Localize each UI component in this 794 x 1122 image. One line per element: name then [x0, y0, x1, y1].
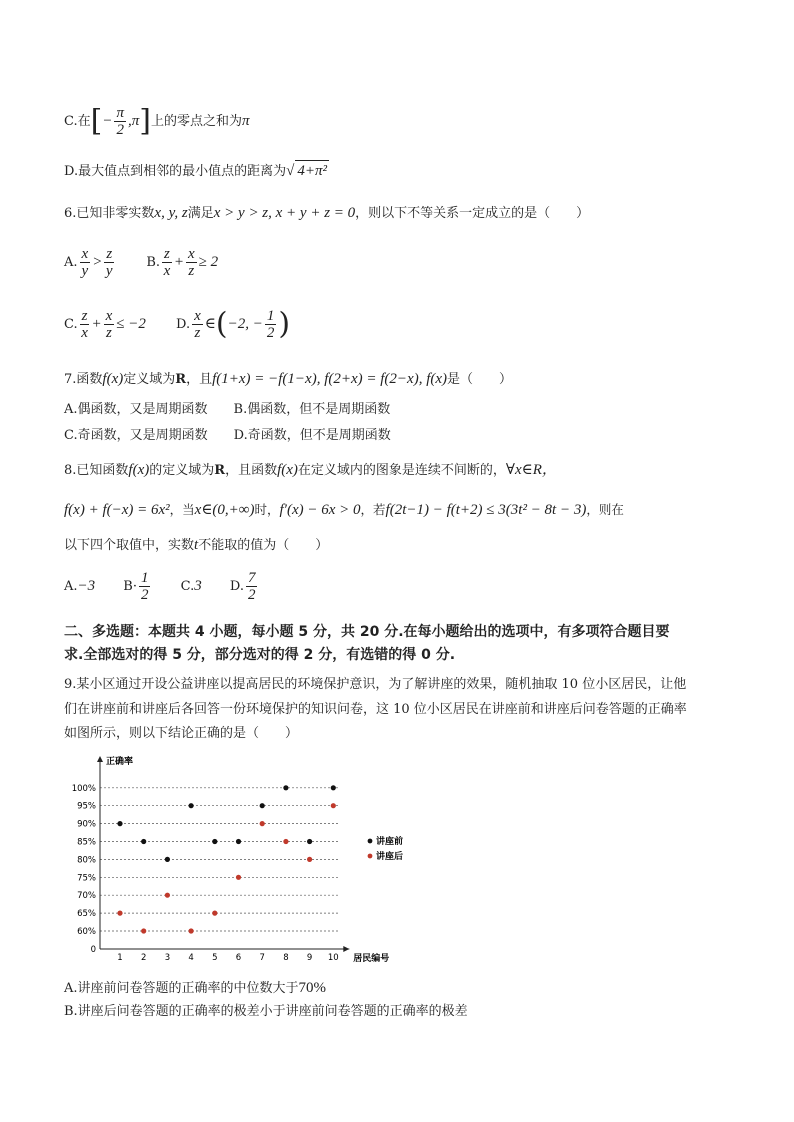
before-point [236, 839, 241, 844]
q9-option-b: B.讲座后问卷答题的正确率的极差小于讲座前问卷答题的正确率的极差 [64, 1004, 468, 1019]
after-point [283, 839, 288, 844]
chart-axes [72, 755, 390, 964]
q9-line3: 如图所示，则以下结论正确的是（ ） [64, 726, 299, 741]
q8-line1: 8.已知函数f(x)的定义域为R，且函数f(x)在定义域内的图象是连续不间断的，∀x∈R， [64, 462, 557, 478]
right-bracket: ] [139, 103, 151, 139]
frac-num: π [116, 105, 124, 121]
interval-tail: ,π [127, 113, 140, 129]
before-point [212, 839, 217, 844]
q7-option-d: D.奇函数，但不是周期函数 [233, 428, 391, 443]
after-point [260, 821, 265, 826]
frac-den: 2 [116, 122, 124, 138]
q5-optc-suffix: 上的零点之和为 [150, 114, 242, 129]
x-tick-label: 10 [327, 953, 339, 963]
legend-label: 讲座前 [376, 837, 404, 847]
sqrt-expression: 4+π² [295, 160, 329, 181]
q7-stem: 7.函数f(x)定义域为R，且f(1+x) = −f(1−x), f(2+x) = f(2−x), f(x)是（ ） [64, 371, 513, 387]
q8-line2: f(x) + f(−x) = 6x²，当x∈(0,+∞)时，f′(x) − 6x > 0，若f(2t−1) − f(t+2) ≤ 3(3t² − 8t − 3)，则在 [64, 502, 624, 518]
q6-condition: x > y > z, x + y + z = 0 [213, 205, 356, 221]
q6-option-c: C. $\frac{z}{x}$ + $\frac{x}{z}$ ≤ −2 [64, 308, 146, 341]
q6-stem-text: 6.已知非零实数 [64, 206, 155, 221]
q9-option-a: A.讲座前问卷答题的正确率的中位数大于70% [64, 980, 327, 996]
legend-marker [368, 839, 373, 844]
y-axis-arrow [97, 756, 103, 762]
y-tick-label: 0 [90, 945, 96, 955]
x-axis-arrow [343, 946, 349, 952]
chart-points [117, 785, 336, 933]
before-point [141, 839, 146, 844]
q5-option-d: D.最大值点到相邻的最小值点的距离为√ 4+π² [64, 160, 329, 182]
q8-option-a: A.−3 [64, 578, 96, 594]
before-point [331, 785, 336, 790]
after-point [165, 893, 170, 898]
q8-option-b: B· $\frac{1}{2}$ [123, 570, 149, 603]
x-tick-label: 4 [188, 953, 194, 963]
q7-options-ab [64, 400, 390, 420]
q6-options-ab [64, 246, 218, 279]
after-point [141, 928, 146, 933]
y-tick-label: 100% [71, 783, 96, 794]
q6-tail: ，则以下不等关系一定成立的是（ ） [355, 206, 590, 221]
x-tick-label: 7 [259, 953, 265, 963]
before-point [165, 857, 170, 862]
chart-legend [368, 835, 403, 862]
q6-options-cd [64, 308, 290, 341]
accuracy-scatter-chart [60, 750, 420, 970]
after-point [117, 911, 122, 916]
section2-line1: 二、多选题：本题共 4 小题，每小题 5 分，共 20 分.在每小题给出的选项中，有多项符合题目要 [64, 624, 670, 640]
legend-label: 讲座后 [376, 852, 404, 862]
x-tick-label: 8 [283, 953, 289, 963]
legend-marker [368, 854, 373, 859]
q5-optc-value: π [241, 113, 250, 129]
x-tick-label: 6 [235, 953, 242, 963]
before-point [260, 803, 265, 808]
after-point [236, 875, 241, 880]
q6-option-d: D. $\frac{x}{z}$ ∈(−2, − $\frac{1}{2}$ ) [176, 306, 291, 342]
left-bracket: [ [90, 103, 103, 139]
section2-line2: 求.全部选对的得 5 分，部分选对的得 2 分，有选错的得 0 分. [64, 647, 456, 663]
x-tick-label: 5 [212, 953, 218, 963]
y-tick-label: 65% [77, 909, 96, 920]
x-tick-label: 2 [140, 953, 147, 963]
q7-option-a: A.偶函数，又是周期函数 [64, 402, 208, 417]
q8-options [64, 570, 259, 603]
x-tick-label: 1 [117, 953, 123, 963]
q9-line2: 们在讲座前和讲座后各回答一份环境保护的知识问卷，这 10 位小区居民在讲座前和讲座后问卷答题的正确率 [64, 702, 687, 717]
q5-option-c: C.在[− $\frac{\pi}{2}$ ,π]上的零点之和为π [64, 103, 250, 139]
after-point [212, 911, 217, 916]
y-tick-label: 75% [77, 873, 96, 884]
q6-stem [64, 203, 589, 224]
before-point [189, 803, 194, 808]
after-point [189, 928, 194, 933]
y-tick-label: 90% [77, 819, 96, 830]
before-point [307, 839, 312, 844]
y-tick-label: 80% [77, 855, 96, 866]
before-point [117, 821, 122, 826]
after-point [331, 803, 336, 808]
q7-option-b: B.偶函数，但不是周期函数 [233, 402, 391, 417]
y-tick-label: 95% [77, 801, 96, 812]
y-tick-label: 60% [77, 927, 96, 937]
q7-options-cd [64, 426, 391, 446]
q6-cond-word: 满足 [187, 206, 214, 221]
after-point [307, 857, 312, 862]
q6-option-b: B. $\frac{z}{x}$ + $\frac{x}{z}$ ≥ 2 [146, 246, 219, 279]
x-tick-label: 3 [164, 953, 171, 963]
q6-option-a: A. $\frac{x}{y}$ > $\frac{z}{y}$ [64, 246, 113, 279]
q5-optd-text: D.最大值点到相邻的最小值点的距离为 [64, 164, 287, 179]
q8-line3: 以下四个取值中，实数t不能取的值为（ ） [64, 537, 329, 553]
x-axis-label: 居民编号 [353, 954, 390, 964]
y-tick-label: 85% [77, 837, 96, 848]
before-point [283, 785, 288, 790]
pi-half-fraction [114, 105, 126, 138]
q5-optc-prefix: C.在 [64, 114, 91, 129]
q9-line1: 9.某小区通过开设公益讲座以提高居民的环境保护意识，为了解讲座的效果，随机抽取 10 位小区居民，让他 [64, 677, 687, 692]
q7-equation: f(1+x) = −f(1−x), f(2+x) = f(2−x), f(x) [212, 371, 448, 387]
chart-grid [100, 788, 339, 931]
y-tick-label: 70% [77, 891, 96, 902]
q8-option-d: D. $\frac{7}{2}$ [229, 570, 256, 603]
y-axis-label: 正确率 [106, 757, 134, 767]
q7-option-c: C.奇函数，又是周期函数 [64, 428, 208, 443]
q6-vars: x, y, z [154, 205, 188, 221]
x-tick-label: 9 [306, 953, 313, 963]
q8-option-c: C.3 [180, 578, 202, 594]
